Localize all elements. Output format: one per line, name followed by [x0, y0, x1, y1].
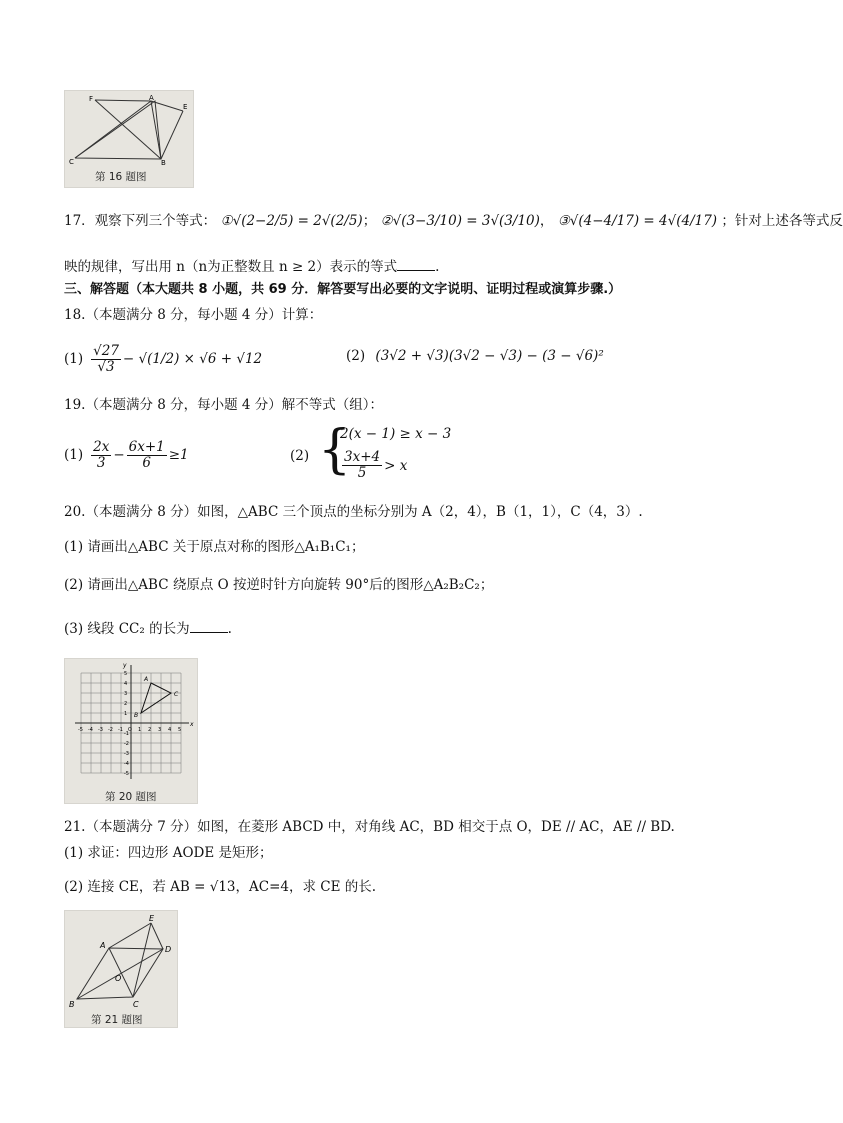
q21-caption: 第 21 题图 [91, 1014, 143, 1026]
x-tick-label: -5 [78, 727, 83, 733]
q16-label-e: E [183, 103, 188, 111]
q20-figure [64, 658, 198, 804]
q17-line1: 17．观察下列三个等式： ①√(2−2/5) = 2√(2/5)； ②√(3−3/10) = 3√(3/10)， ③√(4−4/17) = 4√(4/17) ；针对上述各等式反 [64, 213, 843, 229]
q16-caption: 第 16 题图 [95, 171, 147, 183]
q21-s1: (1) 求证：四边形 AODE 是矩形； [64, 845, 273, 861]
q18-stem: 18.（本题满分 8 分，每小题 4 分）计算： [64, 307, 323, 323]
q16-label-f: F [89, 95, 94, 103]
q17-eq2: ②√(3−3/10) = 3√(3/10) [380, 213, 540, 229]
q16-figure [64, 90, 194, 188]
q19-p2-ineq2: 3x+4 5 > x [344, 449, 408, 481]
q21-label-b: B [69, 1000, 75, 1009]
q21-label-c: C [133, 1000, 139, 1009]
q18-p1-label: (1) [64, 351, 84, 367]
q20-grid [65, 659, 197, 789]
q21-stem: 21.（本题满分 7 分）如图，在菱形 ABCD 中，对角线 AC，BD 相交于点 O，DE // AC，AE // BD. [64, 819, 675, 835]
q19-p1-frac1: 2x 3 [93, 438, 110, 471]
q20-s2: (2) 请画出△ABC 绕原点 O 按逆时针方向旋转 90°后的图形△A₂B₂C₂； [64, 577, 494, 593]
q18-part2 [346, 348, 604, 364]
y-tick-label: 1 [124, 711, 128, 717]
point-label-b: B [134, 712, 139, 719]
q19-part1: (1) 2x 3 − $\frac{6x+1}{6}$ ≥1 [64, 438, 189, 471]
point-label-a: A [144, 676, 149, 683]
q19-p2-label: (2) [290, 448, 310, 464]
y-tick-label: -2 [124, 741, 129, 747]
y-axis-label: y [123, 662, 127, 669]
y-tick-label: -5 [124, 771, 129, 777]
q20-stem: 20.（本题满分 8 分）如图，△ABC 三个顶点的坐标分别为 A（2，4），B（1，1），C（4，3）. [64, 504, 643, 520]
y-tick-label: -3 [124, 751, 129, 757]
y-tick-label: 4 [124, 681, 128, 687]
y-tick-label: 2 [124, 701, 128, 707]
q21-label-a: A [100, 941, 106, 950]
x-tick-label: -1 [118, 727, 123, 733]
point-label-c: C [174, 691, 179, 698]
q20-answer-blank[interactable] [190, 620, 228, 633]
q18-part1 [64, 340, 262, 378]
q19-p1-label: (1) [64, 447, 84, 463]
x-tick-label: 1 [138, 727, 142, 733]
q17-suffix: ；针对上述各等式反 [721, 213, 843, 229]
q18-p2-expr: (3√2 + √3)(3√2 − √3) − (3 − √6)² [375, 348, 604, 364]
q21-diagram [65, 911, 177, 1015]
q21-label-o: O [115, 974, 122, 983]
q17-eq1: ①√(2−2/5) = 2√(2/5) [220, 213, 363, 229]
q20-s1: (1) 请画出△ABC 关于原点对称的图形△A₁B₁C₁； [64, 539, 365, 555]
q19-p1-frac2: $\frac{6x+1}{6}$ [128, 438, 165, 471]
q18-p1-rest: − √(1/2) × √6 + √12 [122, 351, 263, 367]
x-tick-label: -4 [88, 727, 93, 733]
q21-label-e: E [149, 914, 155, 923]
q20-caption: 第 20 题图 [105, 791, 157, 803]
q21-label-d: D [165, 945, 172, 954]
q18-p1-fraction: √27 √3 [93, 342, 119, 375]
q20-s3: (3) 线段 CC₂ 的长为 . [64, 621, 232, 637]
y-tick-label: -1 [124, 731, 129, 737]
q16-label-a: A [149, 94, 154, 102]
section-3-heading: 三、解答题（本大题共 8 小题，共 69 分．解答要写出必要的文字说明、证明过程或演算步骤.） [64, 282, 622, 297]
x-tick-label: 3 [158, 727, 162, 733]
x-tick-label: O [128, 727, 132, 733]
y-tick-label: 3 [124, 691, 128, 697]
q17-eq3: ③√(4−4/17) = 4√(4/17) [557, 213, 718, 229]
q19-stem: 19.（本题满分 8 分，每小题 4 分）解不等式（组）： [64, 397, 384, 413]
y-tick-label: -4 [124, 761, 129, 767]
x-tick-label: 5 [178, 727, 182, 733]
q17-line2-text: 映的规律，写出用 n（n为正整数且 n ≥ 2）表示的等式 [64, 259, 398, 275]
q18-p2-label: (2) [346, 348, 366, 364]
y-tick-label: 5 [124, 671, 128, 677]
q19-p2-brace: { [318, 420, 352, 480]
q21-s2: (2) 连接 CE，若 AB = √13，AC=4，求 CE 的长. [64, 879, 377, 895]
x-tick-label: -2 [108, 727, 113, 733]
q17-prefix: 17．观察下列三个等式： [64, 213, 217, 229]
triangle-abc [141, 683, 171, 713]
q19-part2 [290, 420, 452, 488]
x-tick-label: 2 [148, 727, 152, 733]
q17-answer-blank[interactable] [397, 258, 435, 271]
q16-label-b: B [161, 159, 166, 167]
x-tick-label: -3 [98, 727, 103, 733]
q16-label-c: C [69, 158, 74, 166]
x-axis-label: x [190, 721, 194, 728]
q21-figure [64, 910, 178, 1028]
q19-p2-ineq1: 2(x − 1) ≥ x − 3 [340, 426, 452, 442]
x-tick-label: 4 [168, 727, 172, 733]
q17-line2: 映的规律，写出用 n（n为正整数且 n ≥ 2）表示的等式 . [64, 259, 440, 275]
